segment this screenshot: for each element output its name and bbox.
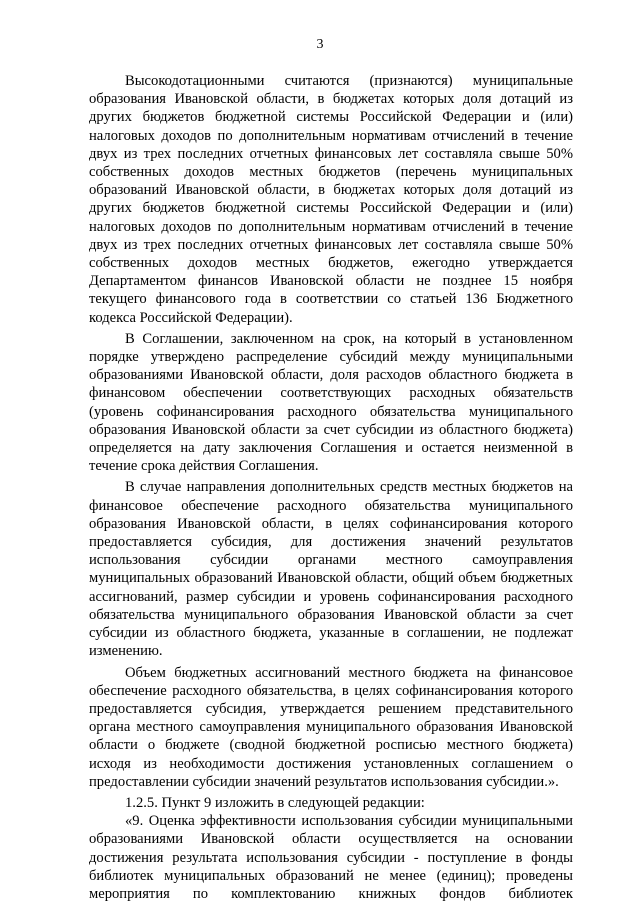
paragraph-additional-funds: В случае направления дополнительных средств местных бюджетов на финансовое обеспечение расходного обязательства муниципального образования Ивановской области, в целях софинансирования которого предоставляется субсидия, для достижения значений результатов использования субсидии органами местного самоуправления муниципальных образований Ивановской области, общий объем бюджетных ассигнований, размер субсидии и уровень софинансирования расходного обязательства муниципального образования Ивановской области за счет субсидии из областного бюджета, указанные в соглашении, не подлежат изменению. <box>89 479 573 660</box>
page-number: 3 <box>316 37 324 52</box>
paragraph-local-budget-volume: Объем бюджетных ассигнований местного бюджета на финансовое обеспечение расходного обязательства, в целях софинансирования которого предоставляется субсидия, утверждается решением представительного органа местного самоуправления муниципального образования Ивановской области о бюджете (сводной бюджетной росписью местного бюджета) исходя из необходимости достижения установленных соглашением о предоставлении субсидии значений результатов использования субсидии.». <box>89 664 573 790</box>
paragraph-agreement-share: В Соглашении, заключенном на срок, на который в установленном порядке утверждено распределение субсидий между муниципальными образованиями Ивановской области, доля расходов областного бюджета в финансовом обеспечении соответствующих расходных обязательств (уровень софинансирования расходного обязательства муниципального образования Ивановской области за счет субсидии из областного бюджета) определяется на дату заключения Соглашения и остается неизменной в течение срока действия Соглашения. <box>89 330 573 475</box>
paragraph-high-subsidy-definition: Высокодотационными считаются (признаются) муниципальные образования Ивановской области, в бюджетах которых доля дотаций из других бюджетов бюджетной системы Российской Федерации и (или) налоговых доходов по дополнительным нормативам отчислений в течение двух из трех последних отчетных финансовых лет составляла свыше 50% собственных доходов местных бюджетов (перечень муниципальных образований Ивановской области, в бюджетах которых доля дотаций из других бюджетов бюджетной системы Российской Федерации и (или) налоговых доходов по дополнительным нормативам отчислений в течение двух из трех последних отчетных финансовых лет составляла свыше 50% собственных доходов местных бюджетов, ежегодно утверждается Департаментом финансов Ивановской области не позднее 15 ноября текущего финансового года в соответствии со статьей 136 Бюджетного кодекса Российской Федерации). <box>89 73 573 326</box>
paragraph-point-9: «9. Оценка эффективности использования субсидии муниципальными образованиями Ивановской области осуществляется на основании достижения результата использования субсидии - поступление в фонды библиотек муниципальных образований не менее (единиц); проведены мероприятия по комплектованию книжных фондов библиотек <box>89 813 573 902</box>
paragraph-amendment-1-2-5: 1.2.5. Пункт 9 изложить в следующей редакции: <box>125 794 425 811</box>
document-body <box>89 72 573 903</box>
